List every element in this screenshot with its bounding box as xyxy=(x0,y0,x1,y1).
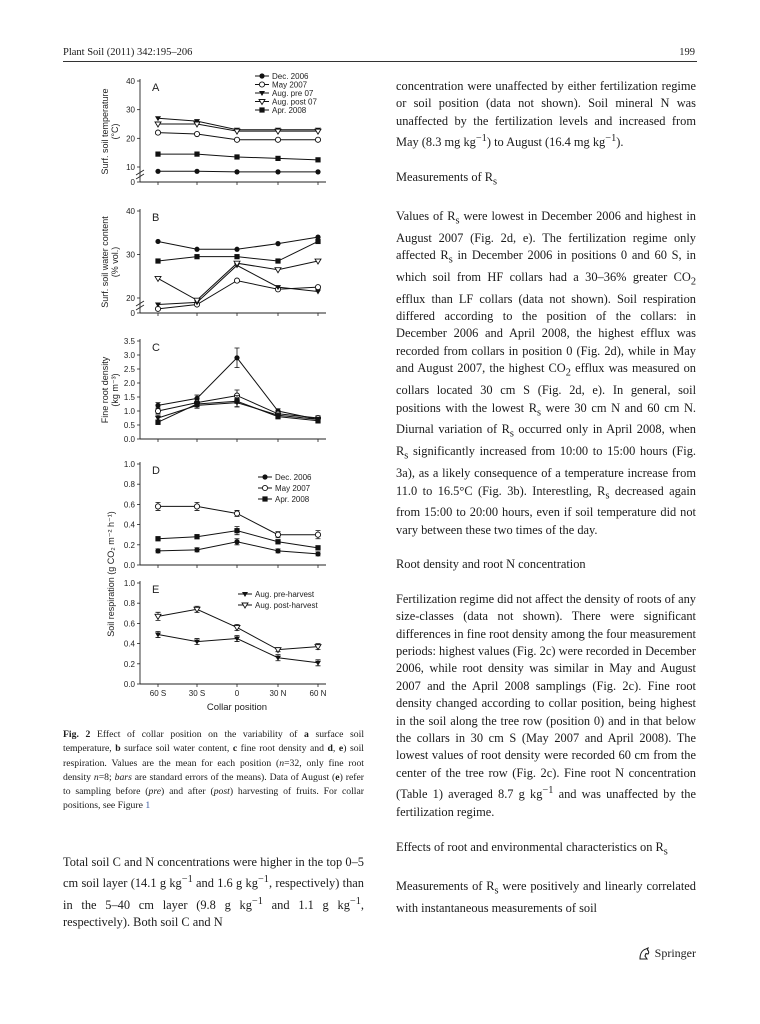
data-point xyxy=(155,408,160,413)
y-tick-label: 0.6 xyxy=(123,619,135,629)
data-point xyxy=(315,661,321,666)
data-point xyxy=(234,137,239,142)
data-point xyxy=(234,247,239,252)
data-point xyxy=(275,258,280,263)
data-point xyxy=(234,528,239,533)
legend-label: May 2007 xyxy=(272,80,308,90)
right-column xyxy=(396,78,696,917)
y-axis-label: Surf. soil water content xyxy=(100,216,110,308)
paragraph: Total soil C and N concentrations were higher in the top 0–5 cm soil layer (14.1 g $kg^{-1}$ and 1.6 g $kg^{-1}$, respectively) than in the 5–40 cm layer (9.8 g $kg^{-1}$ and 1.1 g $kg^{-1}$, respectively). Both soil C and N xyxy=(63,855,364,930)
data-point xyxy=(234,154,239,159)
y-tick-label: 0.5 xyxy=(123,421,135,430)
section-heading: Root density and root N concentration xyxy=(396,557,586,572)
panel-b xyxy=(136,209,326,316)
series xyxy=(155,606,321,652)
figure-2 xyxy=(90,64,340,724)
x-tick-label: 60 N xyxy=(309,689,327,698)
y-tick-label: 20 xyxy=(126,134,135,144)
caption-label: Fig. 2 xyxy=(63,729,91,740)
data-point xyxy=(155,403,160,408)
header-rule xyxy=(63,61,697,62)
series xyxy=(155,539,320,557)
legend-label: Apr. 2008 xyxy=(272,106,307,115)
paragraph: Values of $R_s$ were lowest in December 2006 and highest in August 2007 (Fig. 2d, e). The fertilization regime only affected $R_s$ in December 2006 in positions 0 and 60 S, in which soil from HF collars had a 30–36% greater $CO_2$ efflux than LF collars (data not shown). Soil respiration differed according to the position of the collars: in December 2006 and April 2008, the highest efflux was recorded from collars in position 0 (Fig. 2d), while in May and August 2007, the highest $CO_2$ efflux was measured on collars located 30 cm S (Fig. 2d, e). In general, soil positions with the lowest $R_s$ were 30 cm N and 60 cm N. Diurnal variation of $R_s$ occurred only in April 2008, when $R_s$ significantly increased from 10:00 to 15:00 hours (Fig. 3a), as a likely consequence of a temperature increase from 11.0 to 16.5°C (Fig. 3b). Interestling, $R_s$ decreased again from 15:00 to 20:00 hours, even if soil temperature did not vary between these two times of the day. xyxy=(396,208,697,537)
legend-label: May 2007 xyxy=(275,484,311,493)
section-heading: Measurements of $R_s$ xyxy=(396,169,498,188)
series xyxy=(155,235,320,252)
y-tick-label: 40 xyxy=(126,77,135,86)
data-point xyxy=(275,268,281,273)
series xyxy=(155,502,320,538)
y-axis-unit: (°C) xyxy=(110,123,120,140)
y-tick-label: 0.0 xyxy=(123,680,135,689)
x-tick-label: 0 xyxy=(234,689,240,698)
data-point xyxy=(234,254,239,259)
data-point xyxy=(262,496,267,501)
data-point xyxy=(155,504,160,509)
panel-letter: C xyxy=(152,342,160,354)
y-tick-label: 0.6 xyxy=(123,500,135,510)
paragraph: Fertilization regime did not affect the density of roots of any size-classes (data not shown). There were significant differences in fine root density among the four measurement periods: highest values (Fig. 2c) were recorded in December 2006, while root density was similar in May and August 2007 and the April 2008 samplings (Fig. 2c). Fine root density changed according to collar position, being highest in the soil along the tree row (position 0) and in that below the collars in 30 cm S (May 2007 and April 2008). The lowest values of root density were recorded 60 cm from the center of the tree row (Fig. 2c). Fine root N concentration (Table 1) averaged 8.7 g $kg^{-1}$ and was unaffected by the fertilization regime. xyxy=(396,591,696,819)
section-heading: Effects of root and environmental characteristics on $R_s$ xyxy=(396,840,668,858)
data-point xyxy=(194,547,199,552)
data-point xyxy=(315,551,320,556)
x-tick-label: 30 S xyxy=(188,689,206,698)
y-tick-label: 40 xyxy=(126,207,135,216)
y-tick-label: 20 xyxy=(126,294,135,303)
data-point xyxy=(275,532,280,537)
y-tick-label: 0 xyxy=(130,178,135,187)
paragraph: Measurements of $R_s$ were positively and linearly correlated with instantaneous measurements of soil xyxy=(396,878,696,915)
data-point xyxy=(155,239,160,244)
data-point xyxy=(155,169,160,174)
y-tick-label: 0.2 xyxy=(123,659,135,669)
data-point xyxy=(194,640,200,645)
running-header-journal: Plant Soil (2011) 342:195–206 xyxy=(63,47,193,58)
y-tick-label: 3.5 xyxy=(123,337,135,346)
legend-label: Aug. post-harvest xyxy=(255,601,318,610)
data-point xyxy=(315,285,320,290)
publisher-logo xyxy=(637,946,696,961)
data-point xyxy=(275,137,280,142)
data-point xyxy=(194,131,199,136)
springer-horse-icon xyxy=(637,947,651,961)
panel-letter: E xyxy=(152,584,160,596)
data-point xyxy=(315,532,320,537)
y-tick-label: 10 xyxy=(126,163,135,172)
caption-text: Effect of collar position on the variability of a surface soil temperature, b surface soil water content, c fine root density and d, e) soil respiration. Values are the mean for each position (n=32, only fine root density n=8; bars are standard errors of the means). Data of August (e) refer to sampling before (pre) and after (post) harvesting of fruits. For collar positions, see Figure 1 xyxy=(63,729,365,812)
y-tick-label: 1.0 xyxy=(123,579,135,588)
y-tick-label: 0.4 xyxy=(123,639,135,649)
data-point xyxy=(315,157,320,162)
data-point xyxy=(194,504,199,509)
y-tick-label: 0.4 xyxy=(123,520,135,530)
data-point xyxy=(275,414,280,419)
data-point xyxy=(234,511,239,516)
data-point xyxy=(262,474,267,479)
y-tick-label: 0.0 xyxy=(123,561,135,570)
data-point xyxy=(259,82,264,87)
data-point xyxy=(259,73,264,78)
data-point xyxy=(194,254,199,259)
data-point xyxy=(275,241,280,246)
panel-c xyxy=(137,339,326,442)
panel-letter: A xyxy=(152,82,160,94)
data-point xyxy=(194,534,199,539)
page-number: 199 xyxy=(679,47,695,58)
y-tick-label: 0.2 xyxy=(123,540,135,550)
y-tick-label: 1.5 xyxy=(123,393,135,402)
data-point xyxy=(315,418,320,423)
data-point xyxy=(315,289,321,294)
data-point xyxy=(234,278,239,283)
y-tick-label: 0.8 xyxy=(123,480,135,490)
data-point xyxy=(194,401,199,406)
series xyxy=(155,278,320,311)
data-point xyxy=(234,539,239,544)
figure-caption xyxy=(63,728,364,814)
y-axis-label: Surf. soil temperature xyxy=(100,88,110,175)
data-point xyxy=(155,130,160,135)
y-tick-label: 30 xyxy=(126,105,135,115)
y-tick-label: 0.8 xyxy=(123,599,135,609)
data-point xyxy=(155,420,160,425)
y-tick-label: 30 xyxy=(126,250,135,260)
shared-y-axis-label: Soil respiration (g CO₂ m⁻² h⁻¹) xyxy=(106,511,116,637)
data-point xyxy=(155,536,160,541)
y-tick-label: 1.0 xyxy=(123,460,135,469)
y-tick-label: 2.0 xyxy=(123,379,135,388)
series xyxy=(155,152,320,163)
data-point xyxy=(194,247,199,252)
legend-label: Aug. pre-harvest xyxy=(255,590,315,599)
data-point xyxy=(155,258,160,263)
legend-label: Aug. post 07 xyxy=(272,97,317,107)
data-point xyxy=(275,548,280,553)
publisher-name: Springer xyxy=(654,946,696,960)
data-point xyxy=(234,399,239,404)
data-point xyxy=(275,539,280,544)
data-point xyxy=(234,169,239,174)
y-axis-unit: (kg m⁻³) xyxy=(110,373,120,407)
data-point xyxy=(234,355,239,360)
data-point xyxy=(315,545,320,550)
data-point xyxy=(275,156,280,161)
data-point xyxy=(155,548,160,553)
data-point xyxy=(234,625,240,630)
x-tick-label: 30 N xyxy=(269,689,287,698)
data-point xyxy=(275,169,280,174)
data-point xyxy=(155,614,161,619)
data-point xyxy=(194,169,199,174)
panel-letter: D xyxy=(152,465,160,477)
data-point xyxy=(155,276,161,281)
y-tick-label: 2.5 xyxy=(123,365,135,374)
data-point xyxy=(194,152,199,157)
data-point xyxy=(262,485,267,490)
panel-letter: B xyxy=(152,212,160,224)
series xyxy=(155,169,320,175)
legend-label: Dec. 2006 xyxy=(272,72,309,81)
data-point xyxy=(259,107,264,112)
series xyxy=(155,263,321,307)
legend-label: Aug. pre 07 xyxy=(272,89,314,98)
data-point xyxy=(155,152,160,157)
y-tick-label: 0 xyxy=(130,309,135,318)
series-line xyxy=(158,401,318,422)
y-tick-label: 1.0 xyxy=(123,407,135,416)
series xyxy=(155,390,320,421)
y-tick-label: 0.0 xyxy=(123,435,135,444)
series xyxy=(155,396,320,425)
y-axis-unit: (% vol.) xyxy=(110,246,120,278)
legend-label: Apr. 2008 xyxy=(275,495,310,504)
data-point xyxy=(315,169,320,174)
left-column-body xyxy=(63,854,364,932)
legend-label: Dec. 2006 xyxy=(275,473,312,482)
series-line xyxy=(158,265,318,304)
series-line xyxy=(158,281,318,309)
y-tick-label: 3.0 xyxy=(123,351,135,360)
x-tick-label: 60 S xyxy=(149,689,167,698)
x-axis-label: Collar position xyxy=(206,702,268,713)
data-point xyxy=(315,137,320,142)
paragraph: concentration were unaffected by either fertilization regime or soil position (data not shown). Soil mineral N was unaffected by the fertilization levels and increased from May (8.3 mg $kg^{-1}$) to August (16.4 mg $kg^{-1}$). xyxy=(396,79,696,150)
data-point xyxy=(315,239,320,244)
y-axis-label: Fine root density xyxy=(100,356,110,424)
